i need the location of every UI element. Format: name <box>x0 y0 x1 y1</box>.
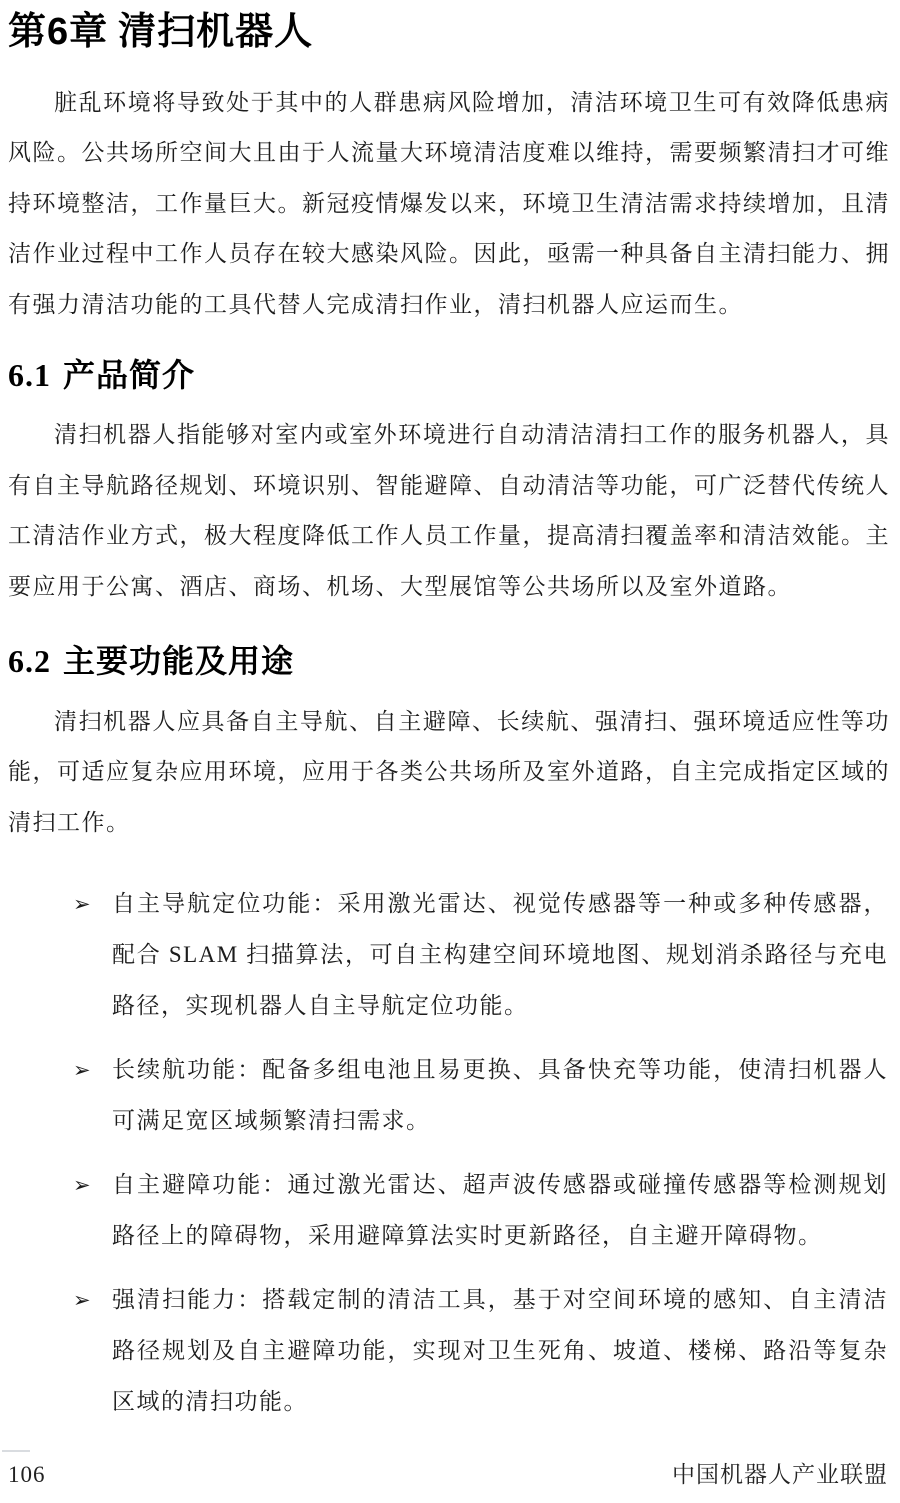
feature-bullet-list <box>8 878 890 1427</box>
list-item <box>8 1044 890 1146</box>
chapter-number-label: 第6章 <box>8 11 109 53</box>
footer-separator <box>2 1450 30 1452</box>
bullet-text: 长续航功能：配备多组电池且易更换、具备快充等功能，使清扫机器人可满足宽区域频繁清扫需求。 <box>112 1057 888 1134</box>
section-number: 6.2 <box>8 643 51 680</box>
section-title: 主要功能及用途 <box>63 643 295 680</box>
arrowhead-bullet-icon: ➢ <box>73 1173 93 1198</box>
bullet-text: 强清扫能力：搭载定制的清洁工具，基于对空间环境的感知、自主清洁路径规划及自主避障功能，实现对卫生死角、坡道、楼梯、路沿等复杂区域的清扫功能。 <box>112 1287 888 1415</box>
section-6-1-paragraph: 清扫机器人指能够对室内或室外环境进行自动清洁清扫工作的服务机器人，具有自主导航路径规划、环境识别、智能避障、自动清洁等功能，可广泛替代传统人工清洁作业方式，极大程度降低工作人员工作量，提高清扫覆盖率和清洁效能。主要应用于公寓、酒店、商场、机场、大型展馆等公共场所以及室外道路。 <box>8 422 890 599</box>
bullet-text: 自主避障功能：通过激光雷达、超声波传感器或碰撞传感器等检测规划路径上的障碍物，采用避障算法实时更新路径，自主避开障碍物。 <box>112 1172 888 1249</box>
section-number: 6.1 <box>8 357 51 394</box>
section-heading-6-1 <box>8 356 890 394</box>
section-6-2-paragraph: 清扫机器人应具备自主导航、自主避障、长续航、强清扫、强环境适应性等功能，可适应复杂应用环境，应用于各类公共场所及室外道路，自主完成指定区域的清扫工作。 <box>8 708 890 835</box>
footer-organization: 中国机器人产业联盟 <box>672 1462 888 1487</box>
bullet-text: 自主导航定位功能：采用激光雷达、视觉传感器等一种或多种传感器，配合 SLAM 扫描算法，可自主构建空间环境地图、规划消杀路径与充电路径，实现机器人自主导航定位功能。 <box>112 891 888 1019</box>
chapter-title-text: 清扫机器人 <box>118 11 314 53</box>
arrowhead-bullet-icon: ➢ <box>73 1058 93 1083</box>
arrowhead-bullet-icon: ➢ <box>73 1288 93 1313</box>
page-footer <box>8 1456 888 1489</box>
list-item <box>8 878 890 1031</box>
arrowhead-bullet-icon: ➢ <box>73 892 93 917</box>
list-item <box>8 1274 890 1427</box>
section-title: 产品简介 <box>63 357 196 394</box>
intro-paragraph: 脏乱环境将导致处于其中的人群患病风险增加，清洁环境卫生可有效降低患病风险。公共场所空间大且由于人流量大环境清洁度难以维持，需要频繁清扫才可维持环境整洁，工作量巨大。新冠疫情爆发以来，环境卫生清洁需求持续增加，且清洁作业过程中工作人员存在较大感染风险。因此，亟需一种具备自主清扫能力、拥有强力清洁功能的工具代替人完成清扫作业，清扫机器人应运而生。 <box>8 89 890 317</box>
chapter-title <box>8 10 890 56</box>
page-number: 106 <box>8 1462 46 1487</box>
list-item <box>8 1159 890 1261</box>
section-heading-6-2 <box>8 642 890 680</box>
